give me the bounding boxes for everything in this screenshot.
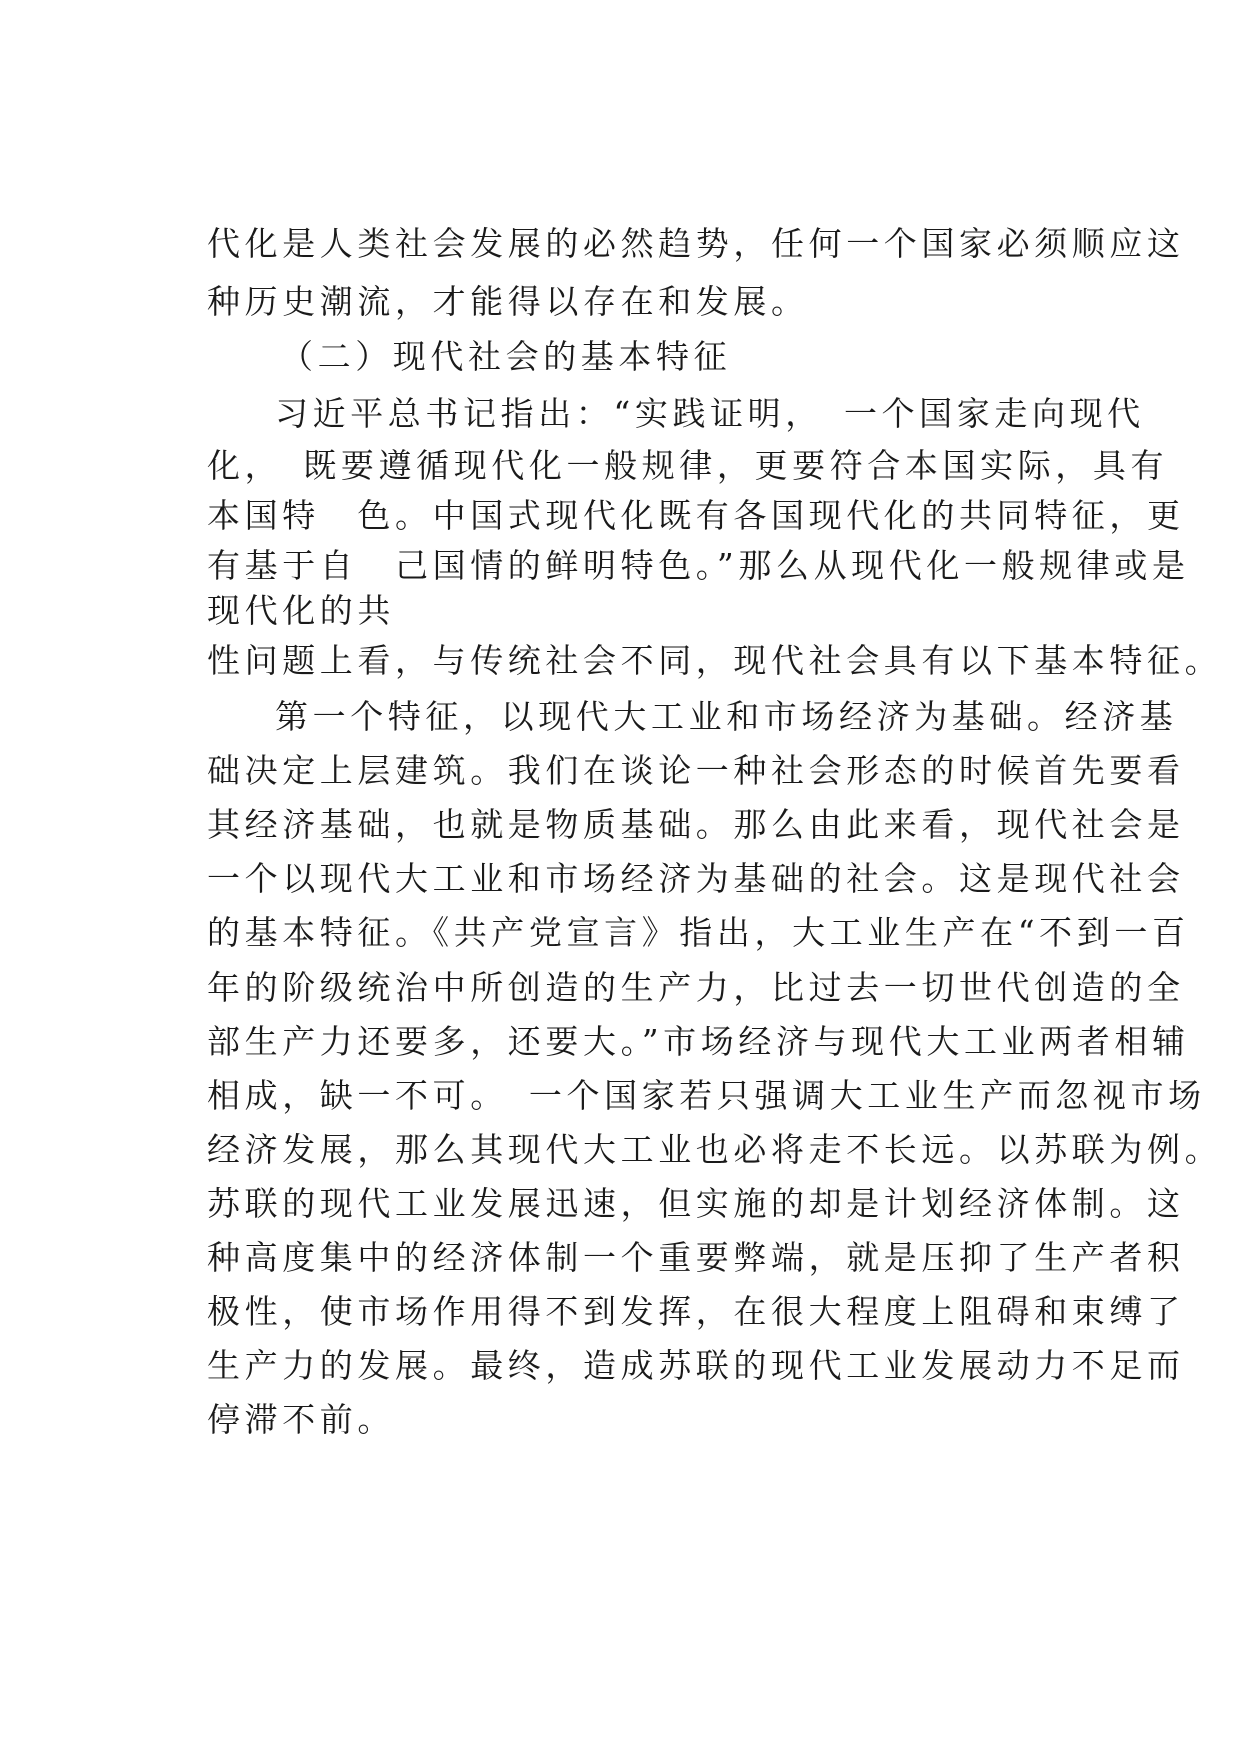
text-line: 化， 既要遵循现代化一般规律，更要符合本国实际，具有 — [207, 446, 1169, 485]
text-line: 代化是人类社会发展的必然趋势，任何一个国家必须顺应这 — [207, 224, 1185, 263]
section-heading: （二）现代社会的基本特征 — [280, 337, 732, 376]
text-line: 种历史潮流，才能得以存在和发展。 — [207, 282, 809, 321]
text-line: 种高度集中的经济体制一个重要弊端，就是压抑了生产者积 — [207, 1238, 1185, 1277]
text-line: 一个以现代大工业和市场经济为基础的社会。这是现代社会 — [207, 859, 1185, 898]
text-line: 现代化的共 — [207, 591, 395, 630]
text-line: 有基于自 己国情的鲜明特色。”那么从现代化一般规律或是 — [207, 546, 1190, 585]
text-line: 的基本特征。《共产党宣言》指出，大工业生产在“不到一百 — [207, 913, 1190, 952]
text-line: 生产力的发展。最终，造成苏联的现代工业发展动力不足而 — [207, 1346, 1185, 1385]
text-line: 第一个特征，以现代大工业和市场经济为基础。经济基 — [275, 697, 1178, 736]
text-line: 苏联的现代工业发展迅速，但实施的却是计划经济体制。这 — [207, 1184, 1185, 1223]
text-line: 年的阶级统治中所创造的生产力，比过去一切世代创造的全 — [207, 968, 1185, 1007]
text-line: 经济发展，那么其现代大工业也必将走不长远。以苏联为例。 — [207, 1130, 1223, 1169]
text-line: 相成，缺一不可。 一个国家若只强调大工业生产而忽视市场 — [207, 1076, 1206, 1115]
text-line: 习近平总书记指出：“实践证明， 一个国家走向现代 — [275, 394, 1145, 433]
text-line: 极性，使市场作用得不到发挥，在很大程度上阻碍和束缚了 — [207, 1292, 1185, 1331]
text-line: 础决定上层建筑。我们在谈论一种社会形态的时候首先要看 — [207, 751, 1185, 790]
text-line: 停滞不前。 — [207, 1400, 395, 1439]
text-line: 性问题上看，与传统社会不同，现代社会具有以下基本特征。 — [207, 641, 1223, 680]
text-line: 本国特 色。中国式现代化既有各国现代化的共同特征，更 — [207, 496, 1185, 535]
text-line: 其经济基础，也就是物质基础。那么由此来看，现代社会是 — [207, 805, 1185, 844]
text-line: 部生产力还要多，还要大。”市场经济与现代大工业两者相辅 — [207, 1022, 1190, 1061]
